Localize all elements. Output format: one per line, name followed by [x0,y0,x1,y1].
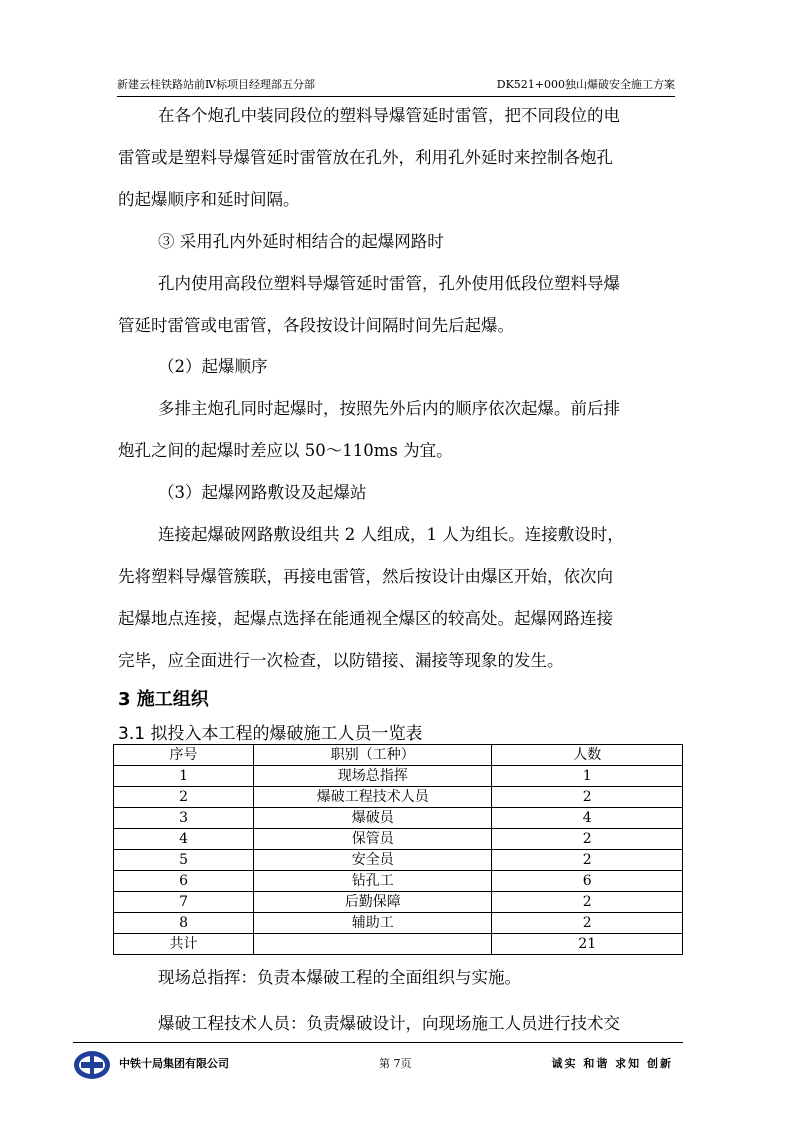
paragraph: （2）起爆顺序 [158,357,268,376]
footer-company: 中铁十局集团有限公司 [119,1057,229,1070]
cell-role: 爆破员 [254,808,492,829]
paragraph: 连接起爆破网路敷设组共 2 人组成，1 人为组长。连接敷设时， [158,525,624,544]
cell-no: 5 [114,850,254,871]
table-row [114,787,683,808]
cell-no: 1 [114,766,254,787]
col-header-role: 职别（工种） [254,745,492,766]
paragraph: 管延时雷管或电雷管，各段按设计间隔时间先后起爆。 [118,316,514,335]
footer-page-number: 第 7页 [379,1057,412,1070]
cell-role: 保管员 [254,829,492,850]
cell-count: 6 [492,871,683,892]
cell-no: 7 [114,892,254,913]
table-total-row [114,934,683,955]
table-row [114,850,683,871]
cell-count: 1 [492,766,683,787]
section-title: 3 施工组织 [118,689,209,710]
paragraph: 孔内使用高段位塑料导爆管延时雷管，孔外使用低段位塑料导爆 [158,274,620,293]
table-row [114,913,683,934]
paragraph: 起爆地点连接，起爆点选择在能通视全爆区的较高处。起爆网路连接 [118,609,613,628]
paragraph: 的起爆顺序和延时间隔。 [118,190,300,209]
cell-role: 后勤保障 [254,892,492,913]
cell-total-count: 21 [492,934,683,955]
cell-role: 现场总指挥 [254,766,492,787]
cell-no: 8 [114,913,254,934]
paragraph: 多排主炮孔同时起爆时，按照先外后内的顺序依次起爆。前后排 [158,399,620,418]
cell-role: 爆破工程技术人员 [254,787,492,808]
col-header-count: 人数 [492,745,683,766]
table-row [114,766,683,787]
paragraph: 雷管或是塑料导爆管延时雷管放在孔外，利用孔外延时来控制各炮孔 [118,148,613,167]
paragraph: （3）起爆网路敷设及起爆站 [158,483,367,502]
cell-role: 安全员 [254,850,492,871]
table-row [114,829,683,850]
table-row [114,871,683,892]
header-right: DK521+000独山爆破安全施工方案 [496,78,675,91]
table-row [114,808,683,829]
cell-no: 4 [114,829,254,850]
cell-no: 3 [114,808,254,829]
page-header [117,76,675,97]
cell-role: 钻孔工 [254,871,492,892]
cell-role: 辅助工 [254,913,492,934]
cell-no: 2 [114,787,254,808]
page-footer [73,1042,683,1083]
paragraph: 完毕，应全面进行一次检查，以防错接、漏接等现象的发生。 [118,651,564,670]
cell-count: 2 [492,787,683,808]
cell-count: 2 [492,829,683,850]
company-logo-icon [73,1050,111,1080]
footer-motto: 诚实 和谐 求知 创新 [551,1057,673,1070]
header-left: 新建云桂铁路站前Ⅳ标项目经理部五分部 [117,78,315,91]
cell-count: 2 [492,850,683,871]
cell-count: 2 [492,913,683,934]
paragraph: 现场总指挥：负责本爆破工程的全面组织与实施。 [158,968,521,987]
cell-total-label: 共计 [114,934,254,955]
paragraph: 炮孔之间的起爆时差应以 50～110ms 为宜。 [118,441,453,460]
cell-no: 6 [114,871,254,892]
col-header-no: 序号 [114,745,254,766]
table-row [114,892,683,913]
paragraph: 爆破工程技术人员：负责爆破设计，向现场施工人员进行技术交 [158,1014,620,1033]
staff-table [113,744,683,955]
paragraph: 在各个炮孔中装同段位的塑料导爆管延时雷管，把不同段位的电 [158,106,620,125]
cell-count: 2 [492,892,683,913]
cell-empty [254,934,492,955]
paragraph: 先将塑料导爆管簇联，再接电雷管，然后按设计由爆区开始，依次向 [118,567,613,586]
paragraph: ③ 采用孔内外延时相结合的起爆网路时 [158,232,444,251]
table-header-row [114,745,683,766]
section-subtitle: 3.1 拟投入本工程的爆破施工人员一览表 [118,724,423,744]
cell-count: 4 [492,808,683,829]
